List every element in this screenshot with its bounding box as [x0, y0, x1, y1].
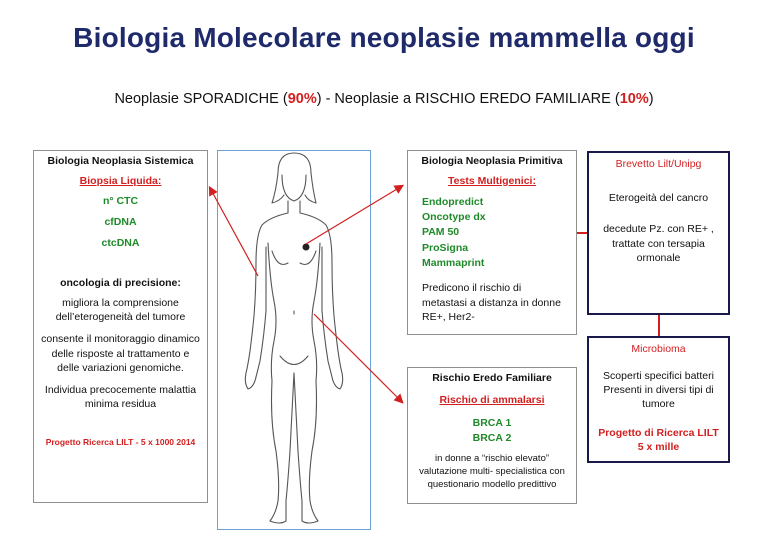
familial-box-note: in donne a “rischio elevato” valutazione multi- specialistica con questionario modello predittivo	[419, 453, 565, 490]
female-body-illustration	[218, 151, 370, 529]
precision-para-3: Individua precocemente malattia minima residua	[44, 383, 197, 411]
biopsy-item: cfDNA	[104, 216, 137, 228]
multigene-test-item: Oncotype dx	[422, 211, 486, 224]
tumor-marker-icon	[303, 244, 310, 251]
precision-oncology-title: oncologia di precisione:	[60, 277, 181, 289]
brca-gene: BRCA 1	[472, 417, 512, 429]
precision-para-2: consente il monitoraggio dinamico delle risposte al trattamento e delle variazioni genomiche.	[41, 333, 200, 374]
systemic-project-label: Progetto Ricerca LILT - 5 x 1000 2014	[45, 437, 196, 448]
patent-box	[587, 151, 730, 315]
patent-line-2: decedute Pz. con RE+ , trattate con tersapia ormonale	[603, 223, 714, 265]
brca-gene: BRCA 2	[472, 431, 512, 444]
primitive-box-header: Biologia Neoplasia Primitiva	[421, 155, 563, 167]
page-subtitle	[0, 91, 768, 107]
biopsy-item: n° CTC	[102, 195, 139, 207]
biopsy-item: ctcDNA	[101, 237, 140, 249]
patent-line-1: Eterogeità del cancro	[608, 192, 709, 204]
systemic-neoplasia-box	[33, 150, 208, 503]
subtitle-familial: ) - Neoplasie a RISCHIO EREDO FAMILIARE (	[316, 91, 620, 107]
page-title: Biologia Molecolare neoplasie mammella oggi	[73, 22, 695, 53]
multigene-test-item: PAM 50	[422, 226, 460, 239]
body-figure-frame	[217, 150, 371, 530]
primitive-box-note: Predicono il rischio di metastasi a distanza in donne RE+, Her2-	[422, 282, 561, 324]
familial-box-header: Rischio Eredo Familiare	[432, 372, 552, 384]
primitive-neoplasia-box	[407, 150, 577, 335]
systemic-box-header: Biologia Neoplasia Sistemica	[47, 155, 194, 167]
subtitle-sporadic: Neoplasie SPORADICHE (	[114, 91, 288, 107]
multigene-test-item: ProSigna	[422, 241, 469, 254]
subtitle-close: )	[648, 91, 654, 107]
multigene-tests-title: Tests Multigenici:	[448, 175, 536, 187]
subtitle-sporadic-pct: 90%	[287, 91, 317, 107]
familial-risk-box	[407, 367, 577, 504]
microbiome-box	[587, 336, 730, 463]
risk-title: Rischio di ammalarsi	[439, 394, 545, 406]
precision-para-1: migliora la comprensione dell’eterogeneità del tumore	[55, 297, 186, 324]
liquid-biopsy-title: Biopsia Liquida:	[79, 175, 162, 187]
patent-title: Brevetto Lilt/Unipg	[615, 158, 702, 170]
multigene-test-item: Mammaprint	[422, 256, 485, 269]
subtitle-familial-pct: 10%	[619, 91, 649, 107]
microbiome-title: Microbioma	[631, 343, 686, 355]
microbiome-text: Scoperti specifici batteri Presenti in diversi tipi di tumore	[603, 370, 714, 411]
microbiome-project: Progetto di Ricerca LILT 5 x mille	[598, 426, 719, 453]
multigene-test-item: Endopredict	[422, 196, 484, 208]
